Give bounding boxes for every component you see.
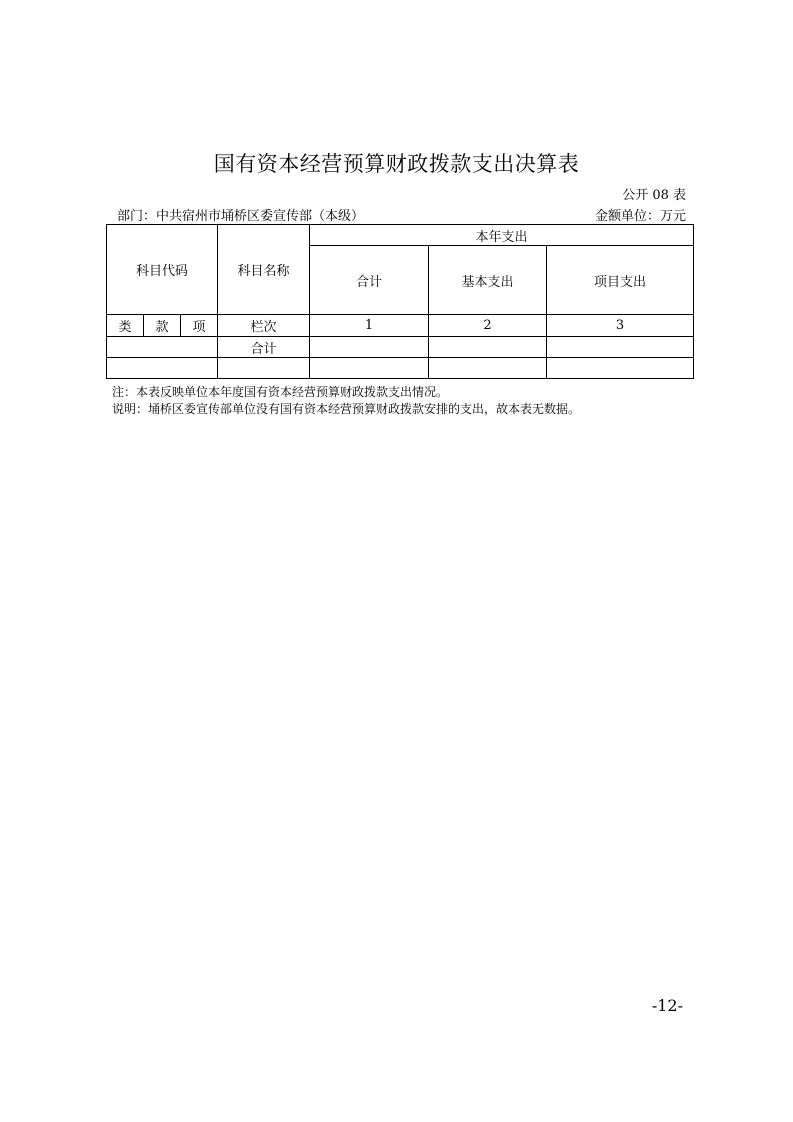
header-subject-name: 科目名称	[218, 225, 310, 315]
table-cell	[107, 358, 218, 379]
page-number: -12-	[651, 996, 683, 1015]
subheader-section: 款	[144, 315, 181, 337]
table-header-row	[107, 225, 694, 246]
header-basic-expense: 基本支出	[429, 246, 547, 315]
header-current-year-expense: 本年支出	[310, 225, 694, 246]
header-subject-code: 科目代码	[107, 225, 218, 315]
subheader-col-2: 2	[429, 315, 547, 337]
table-row	[107, 358, 694, 379]
page-title: 国有资本经营预算财政拨款支出决算表	[213, 152, 580, 176]
header-project-expense: 项目支出	[547, 246, 694, 315]
subheader-col-1: 1	[310, 315, 429, 337]
table-note: 注：本表反映单位本年度国有资本经营预算财政拨款支出情况。	[112, 385, 449, 399]
table-total-row	[107, 337, 694, 358]
subheader-item: 项	[181, 315, 218, 337]
table-cell	[429, 337, 547, 358]
expense-table	[106, 224, 694, 379]
table-cell	[310, 358, 429, 379]
table-cell	[429, 358, 547, 379]
form-number: 公开 08 表	[622, 188, 686, 203]
subheader-category: 类	[107, 315, 144, 337]
table-explanation: 说明：埇桥区委宣传部单位没有国有资本经营预算财政拨款安排的支出，故本表无数据。	[112, 402, 581, 416]
amount-unit-label: 金额单位：万元	[594, 209, 686, 224]
notes-block	[112, 384, 580, 418]
department-label: 部门：中共宿州市埇桥区委宣传部（本级）	[117, 209, 365, 224]
subheader-column-index: 栏次	[218, 315, 310, 337]
table-cell	[107, 337, 218, 358]
header-total: 合计	[310, 246, 429, 315]
table-cell	[218, 358, 310, 379]
table-cell	[547, 337, 694, 358]
subheader-col-3: 3	[547, 315, 694, 337]
table-cell	[547, 358, 694, 379]
total-row-label: 合计	[218, 337, 310, 358]
table-subheader-row	[107, 315, 694, 337]
table-cell	[310, 337, 429, 358]
